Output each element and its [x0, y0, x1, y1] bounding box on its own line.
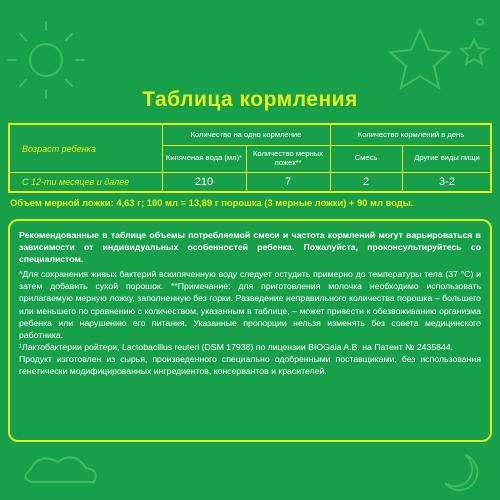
other-food-value: 3-2	[439, 175, 455, 188]
sun-doodle-icon	[8, 22, 84, 98]
feeding-table	[8, 123, 492, 193]
recommendation-text: Рекомендованные в таблице объемы потребляемой смеси и частота кормлений могут варьироваться в зависимости от индивидуальных особенностей ребенка. Пожалуйста, проконсультируйтесь со специалистом.	[19, 230, 481, 265]
group-per-day-header: Количество кормлений в день	[357, 129, 465, 139]
page-title: Таблица кормления	[142, 88, 358, 111]
star-small-doodle-icon	[461, 40, 487, 64]
footnote-license: ¹Лактобактерии ройтери, Lactobacillus reuteri (DSM 17938) по лицензии BIOGaia A.B. на Патент № 2435844.	[19, 341, 454, 352]
group-per-feeding-header: Количество на одно кормление	[190, 129, 302, 139]
dot-doodle-icon	[477, 19, 483, 25]
age-header: Возраст ребенка	[22, 143, 96, 154]
scoop-volume-note: Объем мерной ложки: 4,63 г; 100 мл = 13,89 г порошка (3 мерные ложки) + 90 мл воды.	[10, 197, 414, 208]
star-doodle-icon	[390, 30, 450, 88]
footnote-preparation: *Для сохранения живых бактерий вскипяченную воду следует остудить примерно до температуры тела (37 °С) и затем добавить сухой порошок. **Примечание: для приготовления молочка необходимо использовать прилагаемую мерную ложку, заполненную без горки. Разведение неправильного количества порошка – большего или меньшего по сравнению с количеством, указанным в таблице, – может привести к обезвоживанию организма ребенка или нарушению его питания. Указанные пропорции нельзя изменять без совета медицинского работника.	[19, 269, 481, 340]
mix-value: 2	[362, 175, 370, 188]
age-value: С 12-ти месяцев и далее	[22, 176, 130, 187]
moon-doodle-icon	[445, 455, 477, 490]
water-column-header: Кипяченая вода (мл)*	[165, 153, 243, 163]
notes-box	[8, 219, 492, 442]
spoons-column-header: Количество мерных ложек**	[252, 149, 323, 167]
mix-column-header: Смесь	[354, 153, 378, 163]
spoons-value: 7	[284, 175, 292, 188]
other-food-column-header: Другие виды пищи	[414, 153, 480, 163]
water-value: 210	[194, 175, 214, 188]
production-note: Продукт изготовлен из сырья, произведенного специально одобренными поставщиками, без использования генетически модифицированных ингредиентов, консервантов и красителей.	[19, 353, 481, 377]
cloud-doodle-icon	[25, 457, 95, 482]
